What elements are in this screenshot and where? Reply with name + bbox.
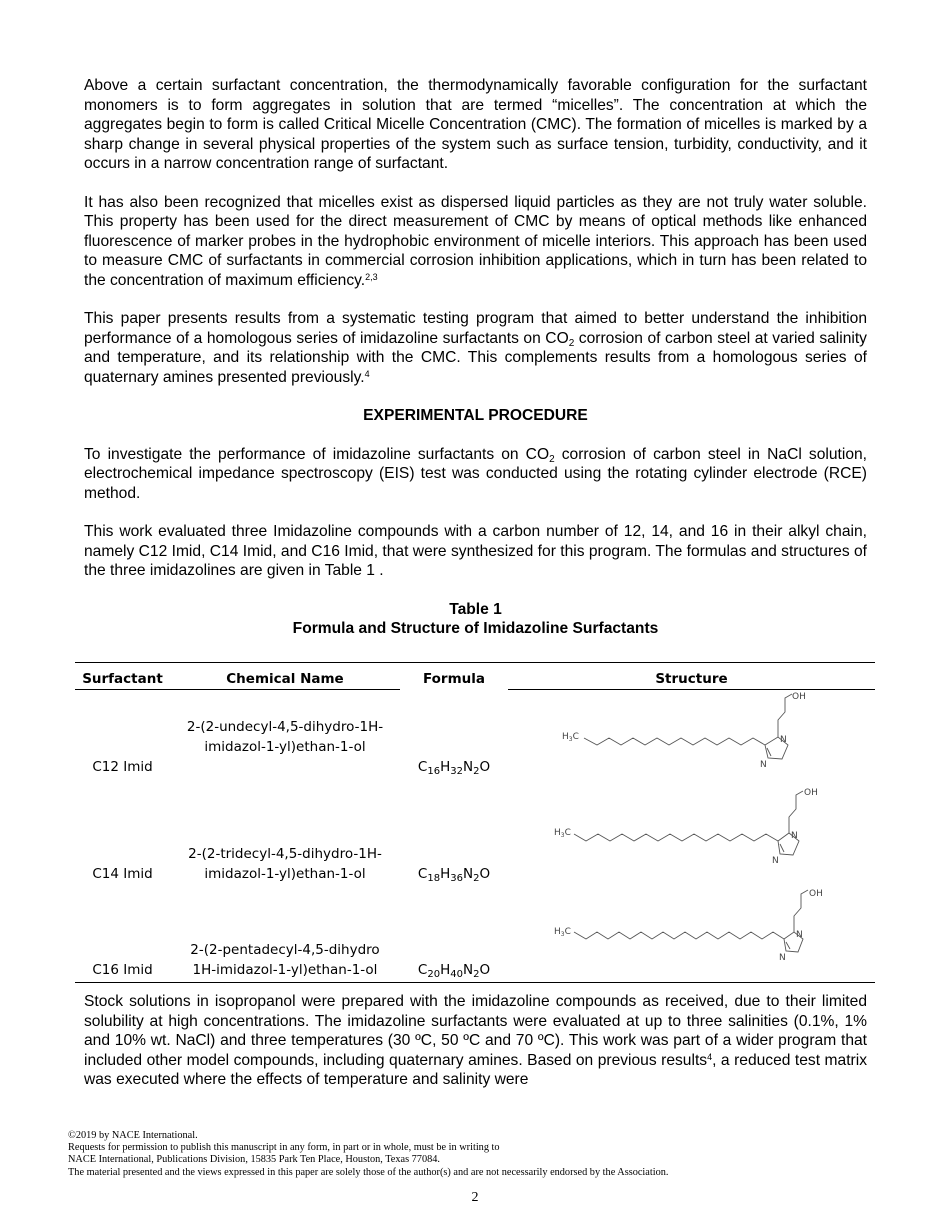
paragraph-program: This paper presents results from a systematic testing program that aimed to better understand the inhibition performance of a homologous series of imidazoline surfactants on $CO_2$ corrosion of carbon steel at varied salinity and temperature, and its relationship with the CMC. This complements results from a homologous series of quaternary amines presented previously.$^4$ [84,310,867,386]
col-header-surfactant: Surfactant [75,663,170,690]
atom-label-h3c: $H_3C$ [553,926,571,938]
paragraph-micelles: Above a certain surfactant concentration, the thermodynamically favorable configuration for the surfactant monomers is to form aggregates in solution that are termed “micelles”. The concentration at which the aggregates begin to form is called Critical Micelle Concentration (CMC). The formation of micelles is marked by a sharp change in several physical properties of the system such as surface tension, turbidity, conductivity, and it occurs in a narrow concentration range of surfactant. [84,77,867,172]
col-header-chemical-name: Chemical Name [170,663,400,690]
cell-surfactant: C16 Imid [75,886,170,983]
cell-chemical-name: 2-(2-pentadecyl-4,5-dihydro 1H-imidazol-1-yl)ethan-1-ol [170,886,400,983]
text-after-table [84,992,867,1109]
cell-formula: $C_{20}H_{40}N_2O$ [400,886,508,983]
cell-structure [508,886,875,983]
copyright-footer: ©2019 by NACE International. Requests for permission to publish this manuscript in any form, in part or in whole, must be in writing to NACE International, Publications Division, 15835 Park Ten Place, Houston, Texas 77084. The material presented and the views expressed in this paper are solely those of the author(s) and are not necessarily endorsed by the Association. [68,1130,669,1178]
atom-label-n: N [795,929,803,940]
paragraph-stock-solutions: Stock solutions in isopropanol were prepared with the imidazoline compounds as received, due to their limited solubility at high concentrations. The imidazoline surfactants were evaluated at up to three salinities (0.1%, 1% and 10% wt. NaCl) and three temperatures (30 ºC, 50 ºC and 70 ºC). This work was part of a wider program that included other model compounds, including quaternary amines. Based on previous results$^4$, a reduced test matrix was executed where the effects of temperature and salinity were [84,993,867,1088]
cell-formula: $C_{16}H_{32}N_2O$ [417,758,491,777]
atom-label-oh: OH [791,692,806,702]
table-header-row [75,663,875,690]
cell-chemical-name: 2-(2-tridecyl-4,5-dihydro-1H- imidazol-1-yl)ethan-1-ol [188,845,382,882]
atom-label-n: N [778,952,786,963]
table-row [75,886,875,983]
atom-label-n: N [759,760,767,770]
cell-formula: $C_{18}H_{36}N_2O$ [417,865,491,884]
col-header-structure: Structure [508,663,875,690]
paragraph-eis: To investigate the performance of imidazoline surfactants on $CO_2$ corrosion of carbon steel in NaCl solution, electrochemical impedance spectroscopy (EIS) test was conducted using the rotating cylinder electrode (RCE) method. [84,445,867,502]
table-row [75,779,875,886]
cell-surfactant: C12 Imid [92,758,153,775]
imidazoline-table [75,662,875,983]
table-row [75,690,875,779]
atom-label-oh: OH [808,888,823,899]
paragraph-compounds: This work evaluated three Imidazoline compounds with a carbon number of 12, 14, and 16 in their alkyl chain, namely C12 Imid, C14 Imid, and C16 Imid, that were synthesized for this program. The formulas and structures of the three imidazolines are given in Table 1 . [84,523,867,579]
table-caption: Table 1 Formula and Structure of Imidazoline Surfactants [292,600,659,637]
atom-label-n: N [779,735,787,745]
atom-label-oh: OH [803,787,818,798]
citation: 4 [364,368,370,379]
citation: 4 [707,1051,713,1062]
cell-surfactant: C14 Imid [92,865,153,882]
cell-structure [508,779,875,886]
atom-label-h3c: $H_3C$ [553,827,571,839]
page-number: 2 [471,1190,479,1205]
c16-structure-image [542,886,842,981]
citation: 2,3 [365,271,378,282]
atom-label-h3c: $H_3C$ [561,732,579,743]
col-header-formula: Formula [400,663,508,690]
section-heading: EXPERIMENTAL PROCEDURE [363,407,588,424]
main-text [84,76,867,639]
atom-label-n: N [771,855,779,866]
atom-label-n: N [790,830,798,841]
cell-structure [508,690,875,779]
c14-structure-image [542,779,842,884]
cell-chemical-name: 2-(2-undecyl-4,5-dihydro-1H- imidazol-1-yl)ethan-1-ol [186,718,384,755]
c12-structure-image [542,690,842,775]
paragraph-optical-methods: It has also been recognized that micelles exist as dispersed liquid particles as they are not truly water soluble. This property has been used for the direct measurement of CMC by means of optical methods like enhanced fluorescence of marker probes in the hydrophobic environment of micelle interiors. This approach has been used to measure CMC of surfactants in commercial corrosion inhibition applications, which in turn has been related to the concentration of maximum efficiency.$^{2,3}$ [84,193,867,289]
